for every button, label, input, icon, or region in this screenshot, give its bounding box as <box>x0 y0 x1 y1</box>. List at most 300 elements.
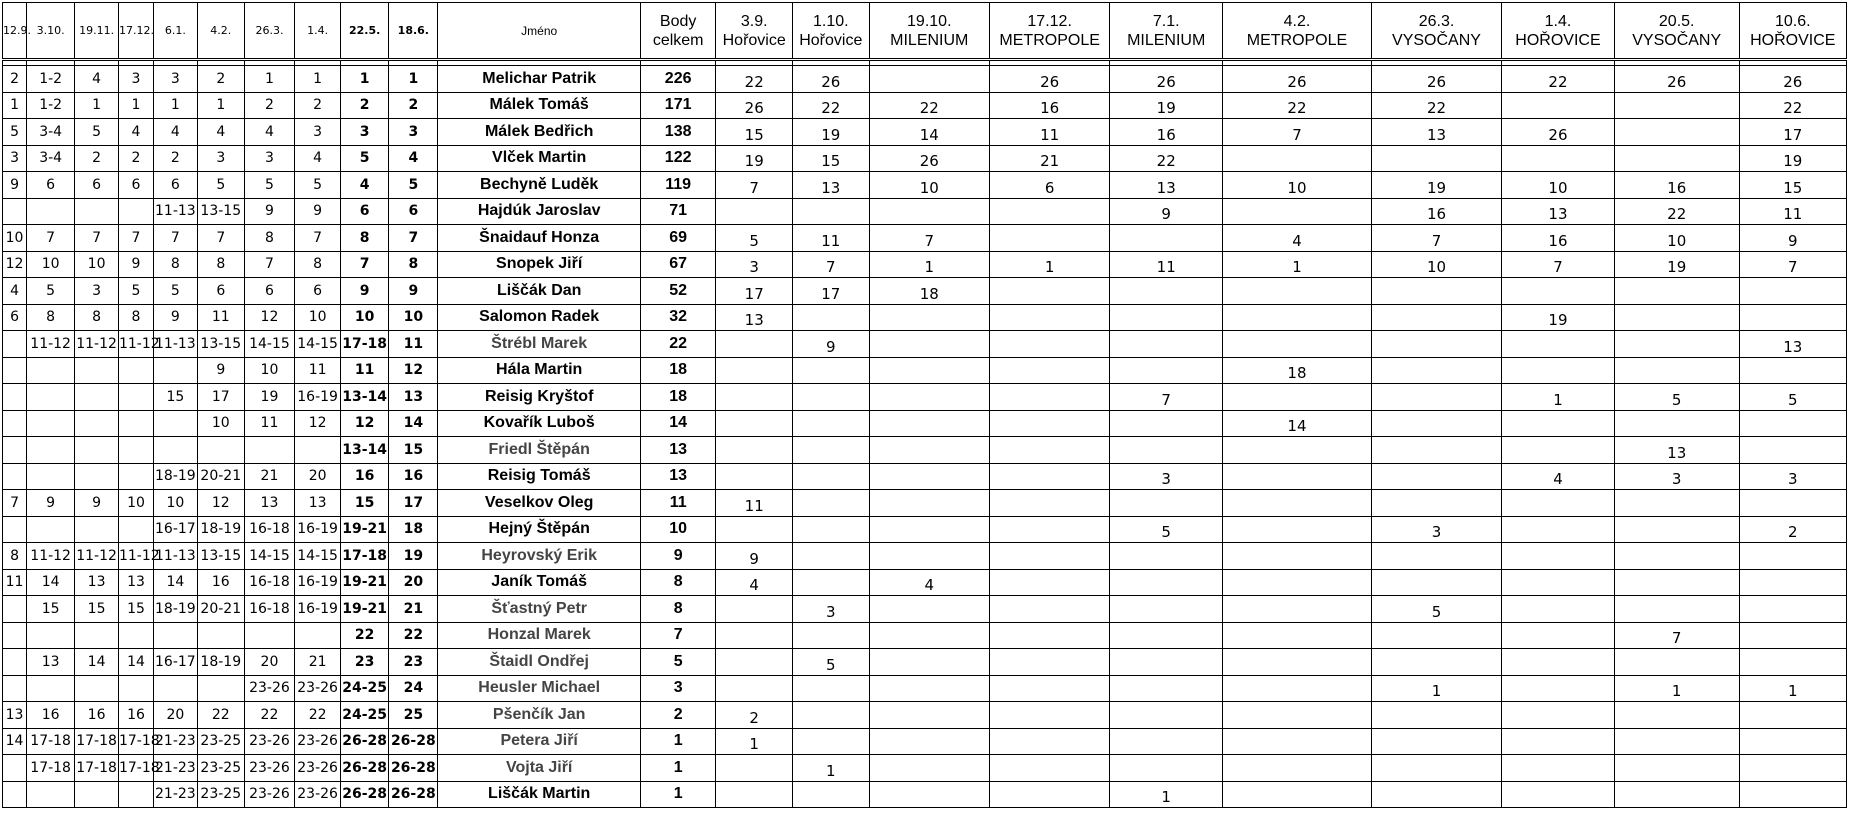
event-points <box>869 304 989 331</box>
rank-cell: 8 <box>118 304 153 331</box>
total-header <box>640 3 716 60</box>
rank-cell <box>75 781 119 808</box>
event-points <box>1110 702 1223 729</box>
table-row <box>3 702 1847 729</box>
event-points: 26 <box>1371 66 1501 93</box>
rank-cell: 10 <box>118 490 153 517</box>
rank-cell: 16-17 <box>153 649 197 676</box>
event-points: 26 <box>1739 66 1846 93</box>
event-points: 9 <box>1739 225 1846 252</box>
rank-cell <box>75 410 119 437</box>
rank-cell: 23-25 <box>197 728 244 755</box>
rank-cell: 2 <box>75 145 119 172</box>
event-venue: METROPOLE <box>999 31 1100 49</box>
rank-cell: 24-25 <box>341 702 389 729</box>
rank-cell: 5 <box>27 278 75 305</box>
event-points <box>989 278 1109 305</box>
table-row <box>3 569 1847 596</box>
event-points: 16 <box>1110 119 1223 146</box>
player-name: Pšenčík Jan <box>438 702 640 729</box>
rank-cell: 11-13 <box>153 331 197 358</box>
total-points: 69 <box>640 225 716 252</box>
event-points: 15 <box>716 119 793 146</box>
rank-cell: 1 <box>389 66 438 93</box>
event-points <box>869 357 989 384</box>
event-points <box>1502 649 1615 676</box>
rank-cell <box>3 755 27 782</box>
event-points: 7 <box>716 172 793 199</box>
total-points: 11 <box>640 490 716 517</box>
event-points <box>1371 410 1501 437</box>
rank-cell <box>3 437 27 464</box>
rank-cell <box>75 198 119 225</box>
event-points <box>989 755 1109 782</box>
rank-cell: 20 <box>153 702 197 729</box>
event-points <box>793 304 870 331</box>
event-points: 15 <box>793 145 870 172</box>
event-points: 15 <box>1739 172 1846 199</box>
rank-cell: 10 <box>75 251 119 278</box>
rank-cell <box>75 357 119 384</box>
total-points: 122 <box>640 145 716 172</box>
event-points: 26 <box>1110 66 1223 93</box>
player-name: Melichar Patrik <box>438 66 640 93</box>
rank-cell: 11-12 <box>75 543 119 570</box>
event-points <box>1739 702 1846 729</box>
rank-cell <box>118 675 153 702</box>
event-points <box>716 331 793 358</box>
rank-cell: 3 <box>3 145 27 172</box>
rank-cell: 16-18 <box>244 596 294 623</box>
rank-cell: 6 <box>244 278 294 305</box>
event-venue: VYSOČANY <box>1392 31 1481 49</box>
rank-cell: 6 <box>118 172 153 199</box>
rank-cell: 10 <box>3 225 27 252</box>
event-points: 13 <box>716 304 793 331</box>
event-points: 22 <box>1110 145 1223 172</box>
event-header <box>716 3 793 60</box>
rank-cell <box>27 781 75 808</box>
total-points: 9 <box>640 543 716 570</box>
event-points: 3 <box>1614 463 1739 490</box>
table-row <box>3 622 1847 649</box>
event-points: 18 <box>869 278 989 305</box>
event-points: 1 <box>1223 251 1372 278</box>
event-points <box>869 781 989 808</box>
rank-cell: 10 <box>27 251 75 278</box>
total-points: 8 <box>640 569 716 596</box>
event-points: 5 <box>716 225 793 252</box>
total-points: 14 <box>640 410 716 437</box>
table-row <box>3 543 1847 570</box>
event-header <box>793 3 870 60</box>
event-points <box>1739 278 1846 305</box>
table-row <box>3 384 1847 411</box>
rank-cell <box>27 516 75 543</box>
table-row <box>3 516 1847 543</box>
event-points <box>989 728 1109 755</box>
event-points <box>1371 569 1501 596</box>
rank-cell: 16-19 <box>295 569 341 596</box>
rank-cell: 9 <box>341 278 389 305</box>
rank-cell: 6 <box>197 278 244 305</box>
event-points <box>793 490 870 517</box>
event-points <box>1614 728 1739 755</box>
event-points <box>1371 437 1501 464</box>
event-points: 2 <box>1739 516 1846 543</box>
rank-cell: 19 <box>244 384 294 411</box>
event-points <box>1371 649 1501 676</box>
event-date: 10.6. <box>1774 12 1811 30</box>
rank-cell <box>118 437 153 464</box>
rank-cell: 13 <box>295 490 341 517</box>
rank-cell: 26-28 <box>389 781 438 808</box>
event-points: 16 <box>989 92 1109 119</box>
event-points <box>1110 596 1223 623</box>
header-row <box>3 3 1847 60</box>
rank-cell: 9 <box>153 304 197 331</box>
rank-cell <box>27 675 75 702</box>
rank-cell: 7 <box>153 225 197 252</box>
event-points <box>1739 649 1846 676</box>
rank-cell: 17-18 <box>27 728 75 755</box>
rank-cell: 24 <box>389 675 438 702</box>
event-points: 14 <box>869 119 989 146</box>
rank-cell <box>3 516 27 543</box>
event-points: 1 <box>1371 675 1501 702</box>
rank-cell: 9 <box>3 172 27 199</box>
event-points: 18 <box>1223 357 1372 384</box>
event-header <box>1614 3 1739 60</box>
rank-cell <box>27 463 75 490</box>
rank-cell: 15 <box>341 490 389 517</box>
event-points <box>1739 543 1846 570</box>
event-points <box>793 357 870 384</box>
event-points <box>1614 92 1739 119</box>
rank-cell: 11-12 <box>118 331 153 358</box>
event-points <box>989 543 1109 570</box>
event-points: 19 <box>1110 92 1223 119</box>
rank-cell: 5 <box>3 119 27 146</box>
rank-cell <box>3 198 27 225</box>
rank-cell: 12 <box>3 251 27 278</box>
event-points: 13 <box>1502 198 1615 225</box>
event-points <box>989 410 1109 437</box>
event-points: 13 <box>793 172 870 199</box>
event-points: 4 <box>1502 463 1615 490</box>
event-points <box>1223 437 1372 464</box>
player-name: Salomon Radek <box>438 304 640 331</box>
rank-cell: 8 <box>197 251 244 278</box>
event-points <box>869 437 989 464</box>
event-points <box>1110 357 1223 384</box>
event-points <box>869 622 989 649</box>
rank-round-header: 4.2. <box>197 3 244 60</box>
event-points: 22 <box>1502 66 1615 93</box>
event-points: 26 <box>989 66 1109 93</box>
rank-cell: 7 <box>197 225 244 252</box>
event-points: 22 <box>1223 92 1372 119</box>
rank-cell <box>27 437 75 464</box>
rank-cell: 9 <box>27 490 75 517</box>
event-points <box>989 569 1109 596</box>
rank-cell: 11 <box>389 331 438 358</box>
rank-cell: 26-28 <box>341 755 389 782</box>
rank-round-header: 19.11. <box>75 3 119 60</box>
event-points <box>1223 755 1372 782</box>
event-points <box>1371 384 1501 411</box>
rank-cell <box>75 516 119 543</box>
event-points <box>1110 225 1223 252</box>
event-points: 4 <box>716 569 793 596</box>
event-points: 7 <box>1371 225 1501 252</box>
rank-cell: 7 <box>27 225 75 252</box>
rank-cell: 16 <box>197 569 244 596</box>
rank-cell: 23-25 <box>197 755 244 782</box>
rank-round-header: 22.5. <box>341 3 389 60</box>
total-header-line: Body <box>659 12 697 30</box>
event-points <box>1614 357 1739 384</box>
event-points <box>869 675 989 702</box>
event-points: 26 <box>869 145 989 172</box>
rank-cell: 11-12 <box>118 543 153 570</box>
event-points <box>1502 331 1615 358</box>
rank-cell: 7 <box>75 225 119 252</box>
rank-cell: 9 <box>75 490 119 517</box>
rank-cell: 11 <box>295 357 341 384</box>
rank-cell: 9 <box>389 278 438 305</box>
rank-cell <box>153 410 197 437</box>
rank-cell: 12 <box>197 490 244 517</box>
rank-cell: 1 <box>3 92 27 119</box>
rank-cell: 16 <box>118 702 153 729</box>
total-points: 22 <box>640 331 716 358</box>
event-points <box>869 543 989 570</box>
event-points <box>1110 569 1223 596</box>
event-points <box>1223 198 1372 225</box>
event-points <box>1739 755 1846 782</box>
rank-cell: 13-15 <box>197 331 244 358</box>
table-row <box>3 490 1847 517</box>
event-points: 7 <box>1739 251 1846 278</box>
event-points: 1 <box>989 251 1109 278</box>
rank-cell: 23-26 <box>295 675 341 702</box>
table-row <box>3 225 1847 252</box>
rank-cell: 22 <box>197 702 244 729</box>
event-points <box>793 516 870 543</box>
rank-cell <box>244 437 294 464</box>
rank-cell <box>3 675 27 702</box>
table-row <box>3 675 1847 702</box>
rank-cell: 15 <box>75 596 119 623</box>
rank-cell: 2 <box>244 92 294 119</box>
player-name: Štaidl Ondřej <box>438 649 640 676</box>
event-points: 1 <box>869 251 989 278</box>
event-points <box>793 728 870 755</box>
player-name: Janík Tomáš <box>438 569 640 596</box>
event-points <box>793 675 870 702</box>
rank-cell: 11-12 <box>75 331 119 358</box>
event-points: 4 <box>869 569 989 596</box>
event-points <box>716 357 793 384</box>
rank-cell: 16-18 <box>244 516 294 543</box>
rank-cell: 13-15 <box>197 543 244 570</box>
rank-cell: 5 <box>75 119 119 146</box>
event-points <box>989 225 1109 252</box>
total-points: 1 <box>640 755 716 782</box>
event-points: 11 <box>989 119 1109 146</box>
total-points: 119 <box>640 172 716 199</box>
rank-cell <box>3 596 27 623</box>
rank-cell: 21 <box>244 463 294 490</box>
rank-cell <box>3 781 27 808</box>
rank-cell: 5 <box>389 172 438 199</box>
rank-cell: 11 <box>341 357 389 384</box>
rank-cell <box>153 437 197 464</box>
event-points <box>1614 596 1739 623</box>
table-row <box>3 92 1847 119</box>
event-points <box>1371 357 1501 384</box>
rank-cell: 16 <box>27 702 75 729</box>
event-points <box>1502 516 1615 543</box>
event-points: 6 <box>989 172 1109 199</box>
event-points <box>716 675 793 702</box>
event-points: 22 <box>869 92 989 119</box>
table-row <box>3 649 1847 676</box>
event-points <box>1739 781 1846 808</box>
rank-cell <box>27 198 75 225</box>
event-points <box>1110 649 1223 676</box>
event-points: 7 <box>793 251 870 278</box>
rank-cell: 18 <box>389 516 438 543</box>
event-date: 1.4. <box>1544 12 1572 30</box>
rank-cell: 15 <box>118 596 153 623</box>
event-points <box>1223 728 1372 755</box>
event-points <box>716 437 793 464</box>
event-date: 1.10. <box>813 12 849 30</box>
event-points <box>716 463 793 490</box>
rank-cell: 12 <box>295 410 341 437</box>
total-points: 138 <box>640 119 716 146</box>
rank-cell: 6 <box>3 304 27 331</box>
rank-cell: 3 <box>118 66 153 93</box>
rank-cell: 2 <box>3 66 27 93</box>
rank-cell: 1 <box>244 66 294 93</box>
rank-cell: 23 <box>341 649 389 676</box>
rank-cell: 2 <box>341 92 389 119</box>
event-points: 13 <box>1371 119 1501 146</box>
event-points: 26 <box>793 66 870 93</box>
rank-cell: 18-19 <box>197 516 244 543</box>
event-points <box>1739 569 1846 596</box>
standings-body <box>3 60 1847 808</box>
rank-cell: 16 <box>389 463 438 490</box>
rank-cell: 21-23 <box>153 781 197 808</box>
player-name: Veselkov Oleg <box>438 490 640 517</box>
event-points <box>1371 728 1501 755</box>
event-points: 9 <box>1110 198 1223 225</box>
rank-cell: 15 <box>389 437 438 464</box>
player-name: Hála Martin <box>438 357 640 384</box>
event-points <box>1371 278 1501 305</box>
total-points: 18 <box>640 357 716 384</box>
event-points <box>869 66 989 93</box>
table-row <box>3 357 1847 384</box>
event-points <box>1739 490 1846 517</box>
rank-cell: 6 <box>27 172 75 199</box>
event-points <box>1502 569 1615 596</box>
rank-cell: 12 <box>244 304 294 331</box>
event-points <box>716 516 793 543</box>
event-points: 7 <box>1110 384 1223 411</box>
total-header-line: celkem <box>652 31 704 49</box>
event-points <box>989 649 1109 676</box>
event-points <box>1223 622 1372 649</box>
rank-cell: 1-2 <box>27 66 75 93</box>
rank-cell: 10 <box>153 490 197 517</box>
rank-cell: 16-18 <box>244 569 294 596</box>
event-points <box>989 357 1109 384</box>
event-points <box>1739 357 1846 384</box>
event-points: 4 <box>1223 225 1372 252</box>
event-points <box>1223 490 1372 517</box>
event-points <box>989 622 1109 649</box>
event-points: 19 <box>1614 251 1739 278</box>
player-name: Snopek Jiří <box>438 251 640 278</box>
player-name: Petera Jiří <box>438 728 640 755</box>
rank-cell <box>118 781 153 808</box>
event-venue: MILENIUM <box>890 31 969 49</box>
event-points: 10 <box>1614 225 1739 252</box>
event-header <box>989 3 1109 60</box>
total-points: 1 <box>640 728 716 755</box>
rank-cell: 7 <box>295 225 341 252</box>
event-points <box>1223 384 1372 411</box>
player-name: Reisig Tomáš <box>438 463 640 490</box>
table-row <box>3 437 1847 464</box>
player-name: Vojta Jiří <box>438 755 640 782</box>
rank-cell: 13-14 <box>341 384 389 411</box>
rank-cell: 19-21 <box>341 569 389 596</box>
rank-cell: 17-18 <box>27 755 75 782</box>
rank-cell: 8 <box>75 304 119 331</box>
player-name: Reisig Kryštof <box>438 384 640 411</box>
rank-cell: 14 <box>75 649 119 676</box>
event-points <box>716 198 793 225</box>
total-points: 13 <box>640 463 716 490</box>
event-points <box>1223 781 1372 808</box>
rank-cell: 6 <box>295 278 341 305</box>
total-points: 67 <box>640 251 716 278</box>
rank-cell: 4 <box>341 172 389 199</box>
rank-cell: 13 <box>118 569 153 596</box>
event-header <box>1502 3 1615 60</box>
table-row <box>3 251 1847 278</box>
total-points: 18 <box>640 384 716 411</box>
event-points: 16 <box>1614 172 1739 199</box>
rank-cell <box>3 622 27 649</box>
event-points: 1 <box>1614 675 1739 702</box>
rank-cell: 2 <box>295 92 341 119</box>
rank-cell <box>153 622 197 649</box>
rank-cell: 1 <box>341 66 389 93</box>
event-points <box>1223 278 1372 305</box>
rank-cell: 9 <box>118 251 153 278</box>
event-points <box>1371 755 1501 782</box>
event-points <box>1739 304 1846 331</box>
rank-cell: 5 <box>341 145 389 172</box>
event-points: 2 <box>716 702 793 729</box>
